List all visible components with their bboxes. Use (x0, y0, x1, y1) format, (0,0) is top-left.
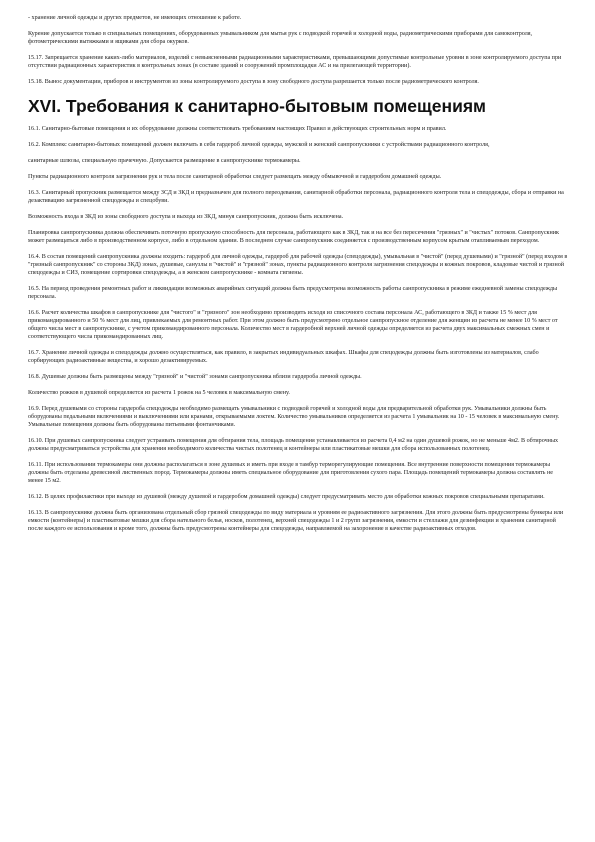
section-paragraph-12: 16.8. Душевые должны быть размещены между "грязной" и "чистой" зонами санпропускника вблизи гардероба личной одежды. (28, 374, 362, 380)
section-paragraph-15: 16.10. При душевых санпропускника следует устраивать помещения для обтирания тела, площадь помещения устанавливается из расчета 0,4 м2 на один душевой рожок, но не меньше 4м2. В обтирочных должны предусматриваться устройства для хранения необходимого количества чистых полотенец и контейнеры или пластикатовые мешки для сбора использованных полотенец. (28, 438, 559, 452)
section-paragraph-6: Возможность входа в ЗКД из зоны свободного доступа и выхода из ЗКД, минуя санпропускник, должна быть исключена. (28, 214, 344, 220)
intro-paragraph-4: 15.18. Вынос документации, приборов и инструментов из зоны контролируемого доступа в зону свободного доступа разрешается только после радиометрического контроля. (28, 79, 479, 85)
section-paragraph-4: Пункты радиационного контроля загрязнения рук и тела после санитарной обработки следует размещать между обмывочной и гардеробом домашней одежды. (28, 174, 442, 180)
section-paragraph-16: 16.11. При использовании термокамеры они должны располагаться в зоне душевых и иметь при входе в тамбур терморегулирующие помещения. Все внутренние поверхности помещения термокамеры должны быть отделаны древесиной лиственных пород. Термокамеры должны иметь специальное оборудование для приготовления сухого пара. Площадь помещений термокамеры должна составлять не менее 15 м2. (28, 462, 553, 484)
intro-paragraph-2: Курение допускается только в специальных помещениях, оборудованных умывальником для мытья рук с подводкой горячей и холодной воды, радиометрическими приборами для самоконтроля, фотометрическими вытяжками и ящиками для сбора окурков. (28, 31, 533, 45)
section-paragraph-9: 16.5. На период проведения ремонтных работ и ликвидации возможных аварийных ситуаций должна быть предусмотрена возможность работы санпропускника в режиме ежедневной замены спецодежды персонала. (28, 286, 558, 300)
section-paragraph-18: 16.13. В санпропускнике должна быть организована отдельный сбор грязной спецодежды по виду материала и уровням ее радиоактивного загрязнения. Для этого должны быть предусмотрены бункеры или емкости (контейнеры) и пластикатовые мешки для сбора нательного белья, носков, полотенец, верхней спецодежды 1 и 2 групп загрязнения, емкости и стеллажи для дезинфекции и хранения санитарной после каждого ее использования и кроме того, должны быть предусмотрены контейнеры для спецодежды, направляемой на захоронение в качестве радиоактивных отходов. (28, 510, 564, 532)
section-paragraph-7: Планировка санпропускника должна обеспечивать поточную пропускную способность для персонала, работающего как в ЗКД, так и на все без пересечения "грязных" и "чистых" потоков. Санпропускник может размещаться либо в производственном корпусе, либо в отдельном здании. В последнем случае санпропускник соединяется с производственным корпусом крытым отапливаемым переходом. (28, 230, 559, 244)
section-paragraph-13: Количество рожков в душевой определяется из расчета 1 рожок на 5 человек в максимальную смену. (28, 390, 290, 396)
intro-paragraph-1: - хранение личной одежды и других предметов, не имеющих отношение к работе. (28, 15, 242, 21)
intro-paragraph-3: 15.17. Запрещается хранение каких-либо материалов, изделий с невыясненными радиационными характеристиками, превышающими допустимые контрольные уровни в зоне контролируемого доступа при отсутствии радиационных характеристик в контрольных зонах (в составе зданий и сооружений промплощадки АС и на прилегающей территории). (28, 55, 562, 69)
section-paragraph-1: 16.1. Санитарно-бытовые помещения и их оборудование должны соответствовать требованиям настоящих Правил и действующих строительных норм и правил. (28, 126, 447, 132)
section-paragraph-17: 16.12. В целях профилактики при выходе из душевой (между душевой и гардеробом домашней одежды) следует предусматривать место для обработки кожных покровов специальными препаратами. (28, 494, 545, 500)
section-paragraph-3: санитарные шлюзы, специальную прачечную. Допускается размещение в санпропускнике термокамеры. (28, 158, 301, 164)
section-paragraph-10: 16.6. Расчет количества шкафов в санпропускнике для "чистого" и "грязного" зон необходимо производить исходя из списочного состава персонала АС, работающего в ЗКД и также 15 % мест для прикомандированного и 50 % мест для лиц, привлекаемых для ремонтных работ. При этом должно быть предусмотрено отдельное санпропускное отделение для женщин из расчета не менее 10 % мест от общего числа мест в санпропускнике, с учетом прикомандированного персонала. Количество мест в гардеробной верхней личной одежды определяется из расчета двух максимальных смежных смен и соответствующего числа прикомандированных лиц. (28, 310, 558, 340)
section-paragraph-5: 16.3. Санитарный пропускник размещается между ЗСД и ЗКД и предназначен для полного переодевания, санитарной обработки персонала, радиационного контроля тела и спецодежды, сбора и отправки на дезактивацию загрязненной спецодежды и спецобуви. (28, 190, 564, 204)
section-paragraph-8: 16.4. В состав помещений санпропускника должны входить: гардероб для личной одежды, гардероб для рабочей одежды (спецодежды), умывальная в "чистой" (перед душевыми) и "грязной" (перед входом в "грязный санпропускник" со стороны ЗКД) зонах, душевые, санузлы в "чистой" и "грязной" зонах, пункты радиационного контроля загрязнения спецодежды и кожных покровов, кладовые чистой и грязной спецодежды и СИЗ, помещение сортировки спецодежды, а в женском санпропускнике - комната гигиены. (28, 254, 568, 276)
section-paragraph-11: 16.7. Хранение личной одежды и спецодежды должно осуществляться, как правило, в закрытых индивидуальных шкафах. Шкафы для спецодежды должны быть изготовлены из материалов, слабо сорбирующих радиоактивные вещества, и хорошо дезактивируемых. (28, 350, 539, 364)
section-heading: XVI. Требования к санитарно-бытовым помещениям (28, 96, 486, 116)
section-paragraph-14: 16.9. Перед душевыми со стороны гардероба спецодежды необходимо размещать умывальники с подводкой горячей и холодной воды для предварительной обработки рук. Умывальники должны быть оборудованы педальными включениями и выключениями или кранами, открываемыми локтем. Количество умывальников определяется из расчета 1 умывальник на 10 - 15 человек в максимальную смену. Умывальные помещения должны быть оборудованы питьевыми фонтанчиками. (28, 406, 560, 428)
section-paragraph-2: 16.2. Комплекс санитарно-бытовых помещений должен включать в себя гардероб личной одежды, мужской и женский санпропускники с устройствами радиационного контроля, (28, 142, 490, 148)
